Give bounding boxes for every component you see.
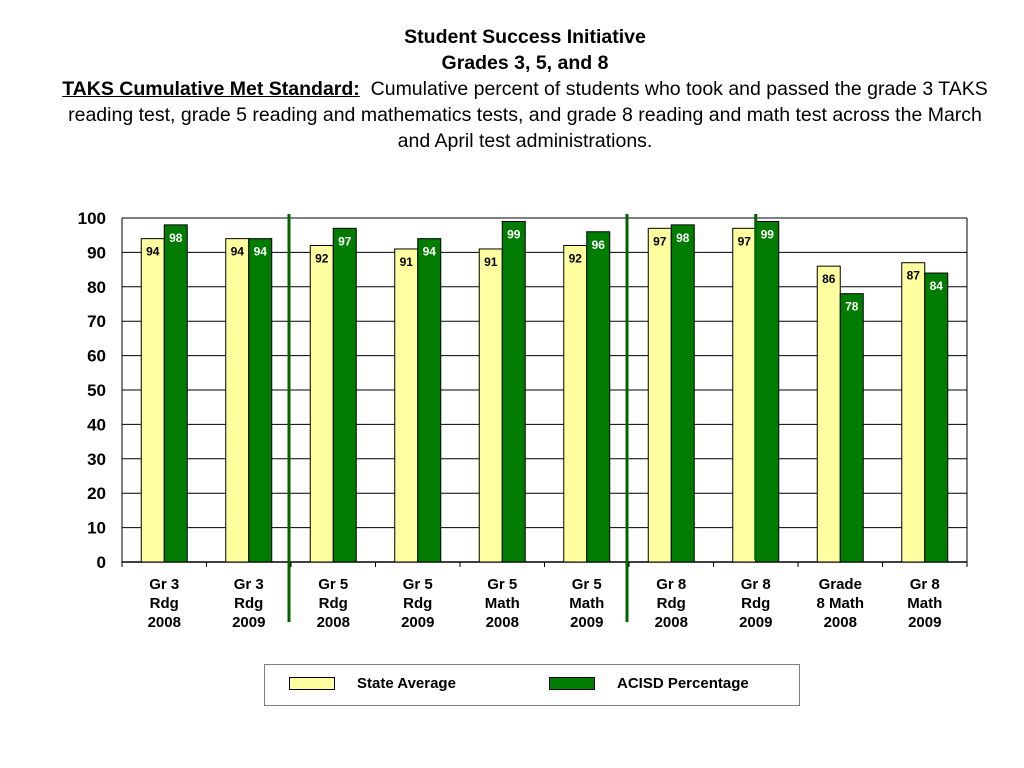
- data-label: 97: [338, 234, 352, 249]
- data-label: 86: [822, 272, 836, 287]
- x-tick-label: 8 Math: [816, 595, 865, 612]
- x-tick-label: Gr 5: [487, 576, 518, 593]
- data-label: 99: [760, 227, 774, 242]
- bar-acisd-percentage: [587, 232, 610, 562]
- bar-acisd-percentage: [333, 228, 356, 562]
- data-label: 91: [484, 254, 498, 269]
- data-label: 92: [315, 251, 329, 266]
- x-tick-label: 2008: [147, 614, 181, 631]
- y-tick-label: 80: [87, 277, 106, 297]
- y-tick-label: 30: [87, 449, 106, 469]
- x-tick-label: Gr 8: [909, 576, 940, 593]
- x-tick-label: Rdg: [656, 595, 686, 612]
- bar-state-average: [479, 249, 502, 562]
- title-line-1: Student Success Initiative: [404, 26, 646, 48]
- x-tick-label: 2009: [908, 614, 942, 631]
- bar-state-average: [817, 266, 840, 562]
- data-label: 84: [929, 279, 943, 294]
- legend-label-acisd: ACISD Percentage: [617, 675, 749, 692]
- data-label: 94: [230, 244, 244, 259]
- bar-state-average: [733, 228, 756, 562]
- bar-state-average: [310, 246, 333, 562]
- x-tick-label: Math: [569, 595, 605, 612]
- legend-item-state: [289, 675, 456, 692]
- x-tick-label: Rdg: [234, 595, 264, 612]
- data-label: 99: [507, 227, 521, 242]
- bar-acisd-percentage: [249, 239, 272, 562]
- y-tick-label: 0: [96, 553, 106, 572]
- x-tick-label: 2008: [654, 614, 688, 631]
- bar-acisd-percentage: [418, 239, 441, 562]
- bar-acisd-percentage: [756, 221, 779, 562]
- bar-acisd-percentage: [840, 294, 863, 562]
- legend-item-acisd: [549, 675, 749, 692]
- bar-state-average: [648, 228, 671, 562]
- title-line-2: Grades 3, 5, and 8: [441, 52, 609, 74]
- x-tick-label: Math: [907, 595, 943, 612]
- x-tick-label: Math: [484, 595, 520, 612]
- x-tick-label: 2009: [570, 614, 604, 631]
- data-label: 96: [591, 237, 605, 252]
- description-lead: TAKS Cumulative Met Standard:: [62, 78, 360, 100]
- y-tick-label: 50: [87, 381, 106, 400]
- data-label: 97: [653, 234, 667, 249]
- chart-legend: [264, 664, 800, 706]
- bar-state-average: [395, 249, 418, 562]
- y-tick-label: 90: [87, 243, 106, 263]
- bar-state-average: [902, 263, 925, 562]
- x-tick-label: Gr 8: [740, 576, 771, 593]
- bar-state-average: [141, 239, 164, 562]
- y-tick-label: 60: [87, 346, 106, 366]
- x-tick-label: 2009: [739, 614, 773, 631]
- bar-acisd-percentage: [925, 273, 948, 562]
- bar-acisd-percentage: [164, 225, 187, 562]
- x-tick-label: Rdg: [741, 595, 771, 612]
- x-tick-label: Gr 5: [402, 576, 433, 593]
- x-tick-label: Gr 3: [149, 576, 180, 593]
- y-tick-label: 10: [87, 518, 106, 538]
- data-label: 94: [253, 244, 267, 259]
- bar-acisd-percentage: [671, 225, 694, 562]
- bar-state-average: [226, 239, 249, 562]
- description-text: Cumulative percent of students who took and passed the grade 3 TAKS reading test, grade 5 reading and mathematics tests, and grade 8 reading and math test across the March and April test administrations.: [68, 78, 988, 152]
- y-tick-label: 100: [77, 209, 106, 228]
- legend-swatch-state: [289, 677, 335, 690]
- x-tick-label: Gr 5: [318, 576, 349, 593]
- x-tick-label: Rdg: [403, 595, 433, 612]
- data-label: 92: [568, 251, 582, 266]
- x-tick-label: Gr 5: [571, 576, 602, 593]
- bar-acisd-percentage: [502, 221, 525, 562]
- x-tick-label: Rdg: [149, 595, 179, 612]
- data-label: 94: [146, 244, 160, 259]
- bar-state-average: [564, 246, 587, 562]
- x-tick-label: Gr 3: [233, 576, 264, 593]
- x-tick-label: Grade: [818, 576, 862, 593]
- y-tick-label: 20: [87, 484, 106, 504]
- data-label: 98: [169, 230, 183, 245]
- x-tick-label: 2008: [485, 614, 519, 631]
- data-label: 87: [906, 268, 920, 283]
- data-label: 91: [399, 254, 413, 269]
- x-tick-label: 2008: [823, 614, 857, 631]
- data-label: 94: [422, 244, 436, 259]
- x-tick-label: 2008: [316, 614, 350, 631]
- y-tick-label: 70: [87, 312, 106, 332]
- y-tick-label: 40: [87, 415, 106, 435]
- x-tick-label: Gr 8: [656, 576, 687, 593]
- x-tick-label: 2009: [401, 614, 435, 631]
- data-label: 78: [845, 299, 859, 314]
- legend-label-state: State Average: [357, 675, 456, 692]
- data-label: 97: [737, 234, 751, 249]
- x-tick-label: Rdg: [318, 595, 348, 612]
- legend-swatch-acisd: [549, 677, 595, 690]
- data-label: 98: [676, 230, 690, 245]
- x-tick-label: 2009: [232, 614, 266, 631]
